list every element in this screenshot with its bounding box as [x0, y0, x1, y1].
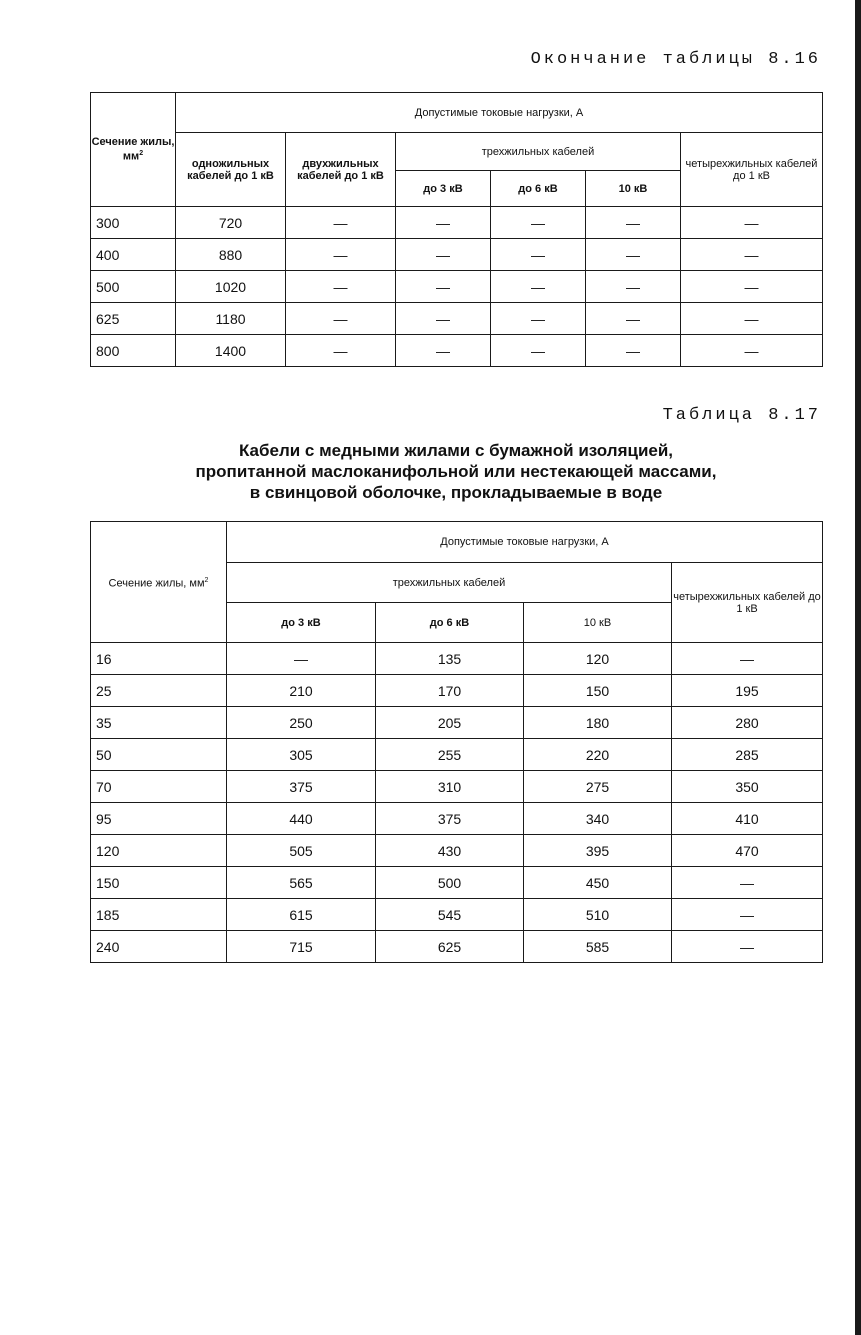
table-row: [91, 675, 823, 707]
col-header-3kv: до 3 кВ: [396, 171, 491, 207]
table-cell: —: [396, 271, 491, 303]
continuation-heading: Окончание таблицы 8.16: [530, 50, 821, 69]
table-cell: —: [672, 899, 823, 931]
row-section-cell: 25: [91, 675, 227, 707]
table-cell: —: [286, 207, 396, 239]
row-section-cell: 800: [91, 335, 176, 367]
table-cell: —: [491, 271, 586, 303]
table-cell: 715: [227, 931, 376, 963]
table-cell: —: [672, 931, 823, 963]
table-cell: 510: [524, 899, 672, 931]
table-cell: 615: [227, 899, 376, 931]
table-cell: —: [681, 335, 823, 367]
table-cell: 205: [376, 707, 524, 739]
table-title-line: Кабели с медными жилами с бумажной изоляцией,: [238, 441, 674, 460]
table-cell: 395: [524, 835, 672, 867]
table-cell: —: [681, 239, 823, 271]
table-cell: 410: [672, 803, 823, 835]
row-section-cell: 16: [91, 643, 227, 675]
table-row: [91, 931, 823, 963]
col-header-two-core: двухжильных кабелей до 1 кВ: [286, 133, 396, 207]
table-8-17: [90, 521, 823, 963]
table-cell: 255: [376, 739, 524, 771]
table-cell: —: [491, 207, 586, 239]
table-cell: —: [586, 239, 681, 271]
table-cell: 350: [672, 771, 823, 803]
row-section-cell: 625: [91, 303, 176, 335]
row-section-cell: 95: [91, 803, 227, 835]
row-section-cell: 50: [91, 739, 227, 771]
table-cell: 1020: [176, 271, 286, 303]
table-cell: 545: [376, 899, 524, 931]
table-cell: 625: [376, 931, 524, 963]
table-cell: 275: [524, 771, 672, 803]
table-cell: 120: [524, 643, 672, 675]
table-row: [91, 239, 823, 271]
table-cell: —: [586, 207, 681, 239]
table-cell: —: [672, 867, 823, 899]
table-cell: 440: [227, 803, 376, 835]
table-cell: 1180: [176, 303, 286, 335]
group-header-loads: Допустимые токовые нагрузки, А: [227, 522, 823, 563]
table-cell: —: [286, 271, 396, 303]
table-cell: 220: [524, 739, 672, 771]
table-cell: —: [227, 643, 376, 675]
table-cell: 150: [524, 675, 672, 707]
table-row: [91, 271, 823, 303]
table-cell: 500: [376, 867, 524, 899]
row-section-cell: 70: [91, 771, 227, 803]
table-cell: —: [491, 303, 586, 335]
table-row: [91, 335, 823, 367]
table-cell: —: [681, 207, 823, 239]
table-row: [91, 771, 823, 803]
table-cell: 470: [672, 835, 823, 867]
table-8-16-continuation: [90, 92, 823, 367]
table-cell: —: [681, 271, 823, 303]
table-title-line: пропитанной маслоканифольной или нестекающей массами,: [195, 462, 717, 481]
row-section-cell: 500: [91, 271, 176, 303]
table-cell: 285: [672, 739, 823, 771]
table-row: [91, 835, 823, 867]
table-cell: 565: [227, 867, 376, 899]
table-cell: —: [286, 303, 396, 335]
col-header-four-core: четырехжильных кабелей до 1 кВ: [681, 133, 823, 207]
row-section-cell: 185: [91, 899, 227, 931]
col-header-10kv: 10 кВ: [586, 171, 681, 207]
table-cell: 505: [227, 835, 376, 867]
table-row: [91, 207, 823, 239]
table-cell: 450: [524, 867, 672, 899]
table-cell: 340: [524, 803, 672, 835]
row-section-cell: 400: [91, 239, 176, 271]
group-header-loads: Допустимые токовые нагрузки, А: [176, 93, 823, 133]
table-cell: —: [396, 207, 491, 239]
table-cell: —: [286, 239, 396, 271]
table-cell: 195: [672, 675, 823, 707]
row-section-cell: 120: [91, 835, 227, 867]
table-cell: 180: [524, 707, 672, 739]
table-row: [91, 899, 823, 931]
table-cell: 375: [376, 803, 524, 835]
table-row: [91, 707, 823, 739]
table-cell: 720: [176, 207, 286, 239]
table-cell: 310: [376, 771, 524, 803]
col-header-6kv: до 6 кВ: [491, 171, 586, 207]
table-cell: —: [681, 303, 823, 335]
table-cell: —: [491, 239, 586, 271]
table-row: [91, 643, 823, 675]
table-title: [90, 440, 822, 503]
table-row: [91, 867, 823, 899]
col-header-10kv: 10 кВ: [524, 603, 672, 643]
table-row: [91, 803, 823, 835]
table-title-line: в свинцовой оболочке, прокладываемые в воде: [249, 483, 663, 502]
table-cell: 375: [227, 771, 376, 803]
col-header-three-core: трехжильных кабелей: [227, 563, 672, 603]
table-cell: —: [396, 335, 491, 367]
table-cell: 880: [176, 239, 286, 271]
row-section-cell: 35: [91, 707, 227, 739]
col-header-3kv: до 3 кВ: [227, 603, 376, 643]
table-cell: 1400: [176, 335, 286, 367]
page-edge-shadow: [855, 0, 861, 1335]
row-section-cell: 150: [91, 867, 227, 899]
col-header-section: Сечение жилы, $мм^2$: [91, 522, 227, 643]
table-row: [91, 739, 823, 771]
table-cell: 585: [524, 931, 672, 963]
col-header-three-core: трехжильных кабелей: [396, 133, 681, 171]
table-cell: 210: [227, 675, 376, 707]
col-header-section: Сечение жилы, $мм^2$: [91, 93, 176, 207]
col-header-single-core: одножильных кабелей до 1 кВ: [176, 133, 286, 207]
table-cell: —: [586, 271, 681, 303]
table-number: Таблица 8.17: [662, 406, 821, 425]
row-section-cell: 300: [91, 207, 176, 239]
table-cell: —: [586, 335, 681, 367]
col-header-6kv: до 6 кВ: [376, 603, 524, 643]
table-cell: 430: [376, 835, 524, 867]
col-header-four-core: четырехжильных кабелей до 1 кВ: [672, 563, 823, 643]
table-row: [91, 303, 823, 335]
table-cell: 280: [672, 707, 823, 739]
table-cell: 170: [376, 675, 524, 707]
table-cell: —: [286, 335, 396, 367]
table-cell: —: [396, 303, 491, 335]
table-cell: —: [491, 335, 586, 367]
table-cell: 305: [227, 739, 376, 771]
table-cell: 250: [227, 707, 376, 739]
table-cell: —: [396, 239, 491, 271]
table-cell: —: [586, 303, 681, 335]
table-cell: —: [672, 643, 823, 675]
row-section-cell: 240: [91, 931, 227, 963]
table-cell: 135: [376, 643, 524, 675]
